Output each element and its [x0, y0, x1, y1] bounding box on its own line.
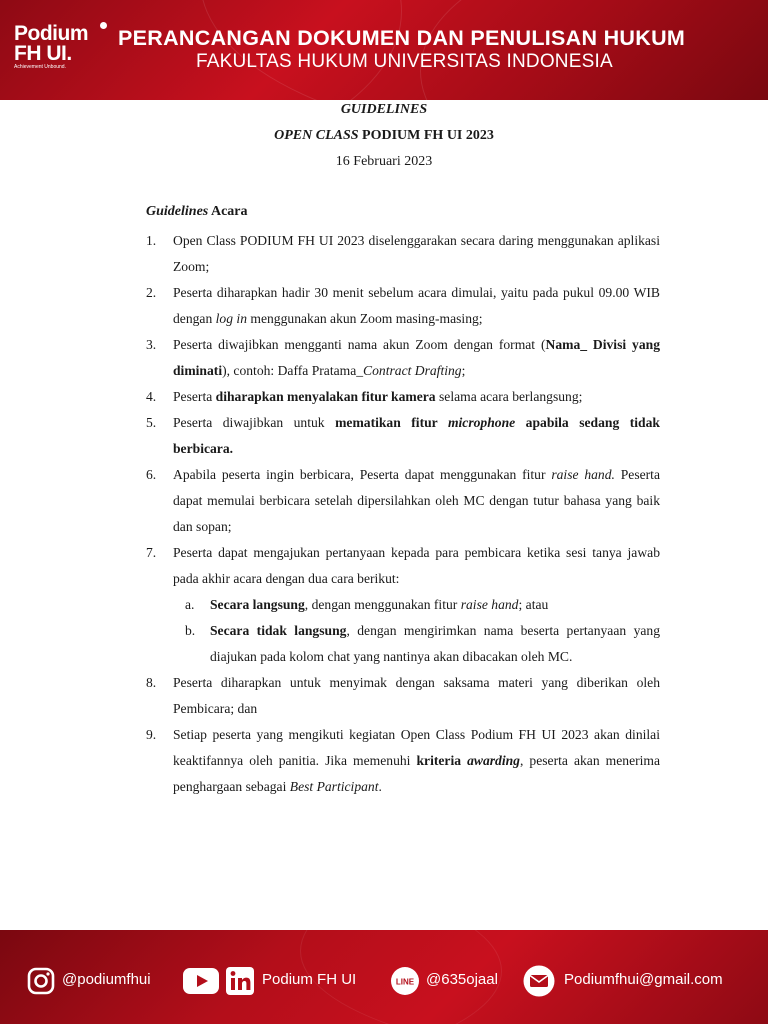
email-icon[interactable] [522, 965, 556, 997]
item-number: 6. [146, 467, 157, 482]
item-text-italic: raise hand. [551, 467, 615, 482]
sub-item-text-bold: Secara langsung [210, 597, 305, 612]
item-text: Peserta diwajibkan untuk [173, 415, 336, 430]
item-text: . [378, 779, 382, 794]
list-item [146, 410, 660, 462]
item-number: 1. [146, 233, 157, 248]
instagram-link[interactable]: @podiumfhui [62, 971, 151, 988]
footer-banner [0, 930, 768, 1024]
line-link[interactable]: @635ojaal [426, 971, 498, 988]
item-text: Apabila peserta ingin berbicara, Peserta dapat menggunakan fitur [173, 467, 552, 482]
item-text-bold: kriteria [416, 753, 468, 768]
item-number: 5. [146, 415, 157, 430]
item-text: Open Class PODIUM FH UI 2023 diselenggarakan secara daring menggunakan aplikasi Zoom; [173, 233, 660, 274]
list-item [146, 462, 660, 540]
item-text-bold: apabila sedang tidak berbicara. [173, 415, 660, 456]
youtube-linkedin-link[interactable]: Podium FH UI [262, 971, 357, 988]
sub-item-text-italic: raise hand [460, 597, 519, 612]
item-text: Peserta [173, 389, 216, 404]
doc-subtitle-rest: PODIUM FH UI 2023 [358, 128, 494, 143]
item-number: 3. [146, 337, 157, 352]
item-text: ), contoh: Daffa Pratama_ [222, 363, 364, 378]
list-item [146, 384, 660, 410]
doc-title: GUIDELINES [340, 102, 428, 117]
item-number: 2. [146, 285, 157, 300]
logo-line1: Podium [14, 22, 88, 45]
item-text: Peserta diharapkan hadir 30 menit sebelum acara dimulai, yaitu pada pukul 09.00 WIB dengan [173, 285, 660, 326]
guidelines-list [146, 228, 660, 800]
instagram-icon[interactable] [26, 966, 56, 996]
sub-item-letter: b. [185, 623, 196, 638]
header-title: PERANCANGAN DOKUMEN DAN PENULISAN HUKUM [118, 26, 686, 50]
item-text-bold: Nama_ Divisi yang diminati [173, 337, 660, 378]
item-text: Peserta dapat mengajukan pertanyaan kepada para pembicara ketika sesi tanya jawab pada akhir acara dengan dua cara berikut: [173, 545, 660, 586]
podium-logo [14, 24, 88, 70]
item-text-bold-italic: microphone [447, 415, 516, 430]
item-text: selama acara berlangsung; [435, 389, 583, 404]
list-item [146, 722, 660, 800]
svg-text:LINE: LINE [395, 977, 415, 987]
logo-tagline: Achievement Unbound. [14, 64, 66, 70]
sub-item-letter: a. [185, 597, 195, 612]
item-number: 8. [146, 675, 157, 690]
linkedin-icon[interactable] [226, 967, 254, 995]
item-text-bold: diharapkan menyalakan fitur kamera [215, 389, 436, 404]
list-item [146, 332, 660, 384]
email-link[interactable]: Podiumfhui@gmail.com [564, 971, 723, 988]
header-subtitle: FAKULTAS HUKUM UNIVERSITAS INDONESIA [196, 51, 613, 72]
header-banner [0, 0, 768, 100]
sub-list-item [173, 618, 660, 670]
doc-date: 16 Februari 2023 [335, 154, 433, 169]
logo-line2: FH UI. [14, 42, 72, 65]
sub-item-text: , dengan mengirimkan nama beserta pertanyaan yang diajukan pada kolom chat yang nantinya akan dibacakan oleh MC. [210, 623, 660, 664]
item-text-italic: Contract Drafting [363, 363, 462, 378]
list-item [146, 228, 660, 280]
item-text-bold-italic: awarding [467, 753, 520, 768]
item-text-italic: Best Participant [289, 779, 379, 794]
section-heading-rest: Acara [208, 204, 248, 219]
list-item [146, 280, 660, 332]
section-heading-italic: Guidelines [146, 204, 209, 219]
doc-subtitle [0, 128, 768, 144]
item-text-bold: mematikan fitur [335, 415, 448, 430]
list-item [146, 540, 660, 592]
doc-subtitle-italic: OPEN CLASS [274, 128, 359, 143]
item-number: 9. [146, 727, 157, 742]
logo-dot-icon [100, 22, 107, 29]
item-text: , peserta akan menerima penghargaan sebagai [173, 753, 661, 794]
sub-item-text: ; atau [518, 597, 549, 612]
sub-list-item [173, 592, 660, 618]
item-text: ; [461, 363, 466, 378]
item-number: 4. [146, 389, 157, 404]
item-number: 7. [146, 545, 157, 560]
line-icon[interactable] [390, 966, 420, 996]
item-text: Peserta diharapkan untuk menyimak dengan saksama materi yang diberikan oleh Pembicara; dan [173, 675, 660, 716]
section-heading [146, 204, 248, 220]
item-text: Peserta dapat memulai berbicara setelah dipersilahkan oleh MC dengan tutur bahasa yang baik dan sopan; [173, 467, 660, 534]
item-text: Setiap peserta yang mengikuti kegiatan Open Class Podium FH UI 2023 akan dinilai keaktifannya oleh panitia. Jika memenuhi [173, 727, 660, 768]
social-links [0, 964, 768, 998]
item-text-italic: log in [215, 311, 247, 326]
sub-item-text-bold: Secara tidak langsung [210, 623, 347, 638]
sub-item-text: , dengan menggunakan fitur [304, 597, 461, 612]
item-text: Peserta diwajibkan mengganti nama akun Zoom dengan format ( [173, 337, 546, 352]
item-text: menggunakan akun Zoom masing-masing; [247, 311, 483, 326]
youtube-icon[interactable] [182, 968, 220, 994]
list-item [146, 670, 660, 722]
